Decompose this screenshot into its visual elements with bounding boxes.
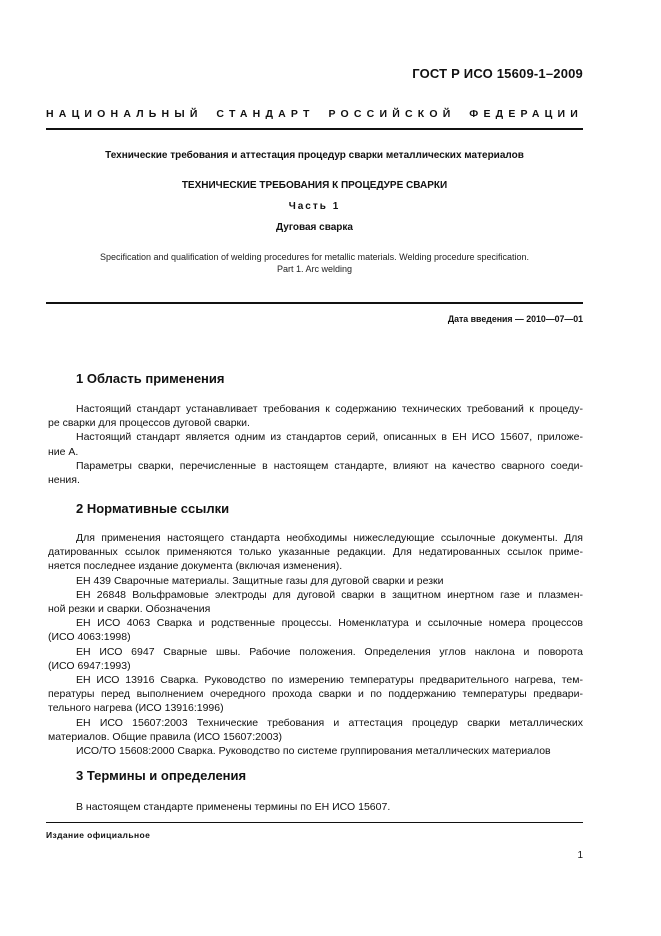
english-title-line-2: Part 1. Arc welding <box>276 264 353 274</box>
s2-ref-iso-13916-line-1: ЕН ИСО 13916 Сварка. Руководство по измерению температуры предварительного нагрева, тем- <box>76 674 583 687</box>
s2-intro-line-3: няется последнее издание документа (включая изменения). <box>48 560 343 573</box>
s2-ref-en-26848-line-1: ЕН 26848 Вольфрамовые электроды для дуговой сварки в защитном инертном газе и плазмен- <box>76 588 583 601</box>
s2-ref-iso-4063-line-1: ЕН ИСО 4063 Сварка и родственные процессы. Номенклатура и ссылочные номера процессов <box>76 617 583 630</box>
s2-ref-iso-4063-line-2: (ИСО 4063:1998) <box>48 631 131 644</box>
s1-p1-line-2: ре сварки для процессов дуговой сварки. <box>48 417 250 430</box>
gost-number: ГОСТ Р ИСО 15609-1–2009 <box>412 66 583 81</box>
banner-word-federation: ФЕДЕРАЦИИ <box>469 108 583 120</box>
s1-p3-line-2: нения. <box>48 474 80 487</box>
s1-p2-line-1: Настоящий стандарт является одним из стандартов серий, описанных в ЕН ИСО 15607, приложе- <box>76 431 583 444</box>
section-1-body <box>48 402 583 487</box>
section-3-body <box>76 800 583 814</box>
title-divider <box>46 302 583 304</box>
english-title-line-1: Specification and qualification of welding procedures for metallic materials. Welding procedure specification. <box>99 252 530 262</box>
s2-ref-iso-6947-line-1: ЕН ИСО 6947 Сварные швы. Рабочие положения. Определения углов наклона и поворота <box>76 645 583 658</box>
banner-word-standard: СТАНДАРТ <box>216 108 315 120</box>
section-2-body <box>48 531 583 758</box>
s2-ref-en-439: ЕН 439 Сварочные материалы. Защитные газы для дуговой сварки и резки <box>76 574 444 587</box>
s2-ref-iso-15607-line-2: материалов. Общие правила (ИСО 15607:2003) <box>48 730 282 743</box>
introduction-date: Дата введения — 2010—07—01 <box>447 314 583 324</box>
general-title: Технические требования и аттестация процедур сварки металлических материалов <box>105 150 524 161</box>
subtitle: Дуговая сварка <box>276 222 353 233</box>
footer-divider <box>46 822 583 823</box>
s2-ref-iso-13916-line-2: пературы перед выполнением очередного прохода сварки и по поддержанию температуры предвари- <box>48 688 583 701</box>
s1-p1-line-1: Настоящий стандарт устанавливает требования к содержанию технических требований к процеду- <box>76 403 583 415</box>
s2-intro-line-2: датированных ссылок применяются только указанные редакции. Для недатированных ссылок приме- <box>48 546 583 559</box>
part-title: Часть 1 <box>288 201 341 212</box>
s1-p2-line-2: ние А. <box>48 445 79 458</box>
s3-p1: В настоящем стандарте применены термины по ЕН ИСО 15607. <box>76 801 391 813</box>
banner-word-national: НАЦИОНАЛЬНЫЙ <box>46 108 203 120</box>
page-number: 1 <box>577 850 583 861</box>
s2-ref-iso-6947-line-2: (ИСО 6947:1993) <box>48 659 131 672</box>
s2-ref-en-26848-line-2: ной резки и сварки. Обозначения <box>48 603 211 616</box>
s2-ref-iso-13916-line-3: тельного нагрева (ИСО 13916:1996) <box>48 702 224 715</box>
s2-intro-line-1: Для применения настоящего стандарта необходимы нижеследующие ссылочные документы. Для <box>76 532 583 544</box>
national-standard-banner <box>46 108 583 120</box>
main-title: ТЕХНИЧЕСКИЕ ТРЕБОВАНИЯ К ПРОЦЕДУРЕ СВАРКИ <box>181 180 448 191</box>
top-divider <box>46 128 583 130</box>
section-3-heading: 3 Термины и определения <box>76 768 247 783</box>
section-2-heading: 2 Нормативные ссылки <box>76 501 230 516</box>
section-1-heading: 1 Область применения <box>76 371 225 386</box>
s1-p3-line-1: Параметры сварки, перечисленные в настоящем стандарте, влияют на качество сварного соеди- <box>76 459 583 472</box>
official-edition-label: Издание официальное <box>46 830 151 840</box>
english-title <box>46 251 583 275</box>
s2-ref-iso-15608: ИСО/ТО 15608:2000 Сварка. Руководство по системе группирования металлических материалов <box>76 745 551 758</box>
banner-word-russian: РОССИЙСКОЙ <box>328 108 456 120</box>
s2-ref-iso-15607-line-1: ЕН ИСО 15607:2003 Технические требования и аттестация процедур сварки металлических <box>76 716 583 729</box>
